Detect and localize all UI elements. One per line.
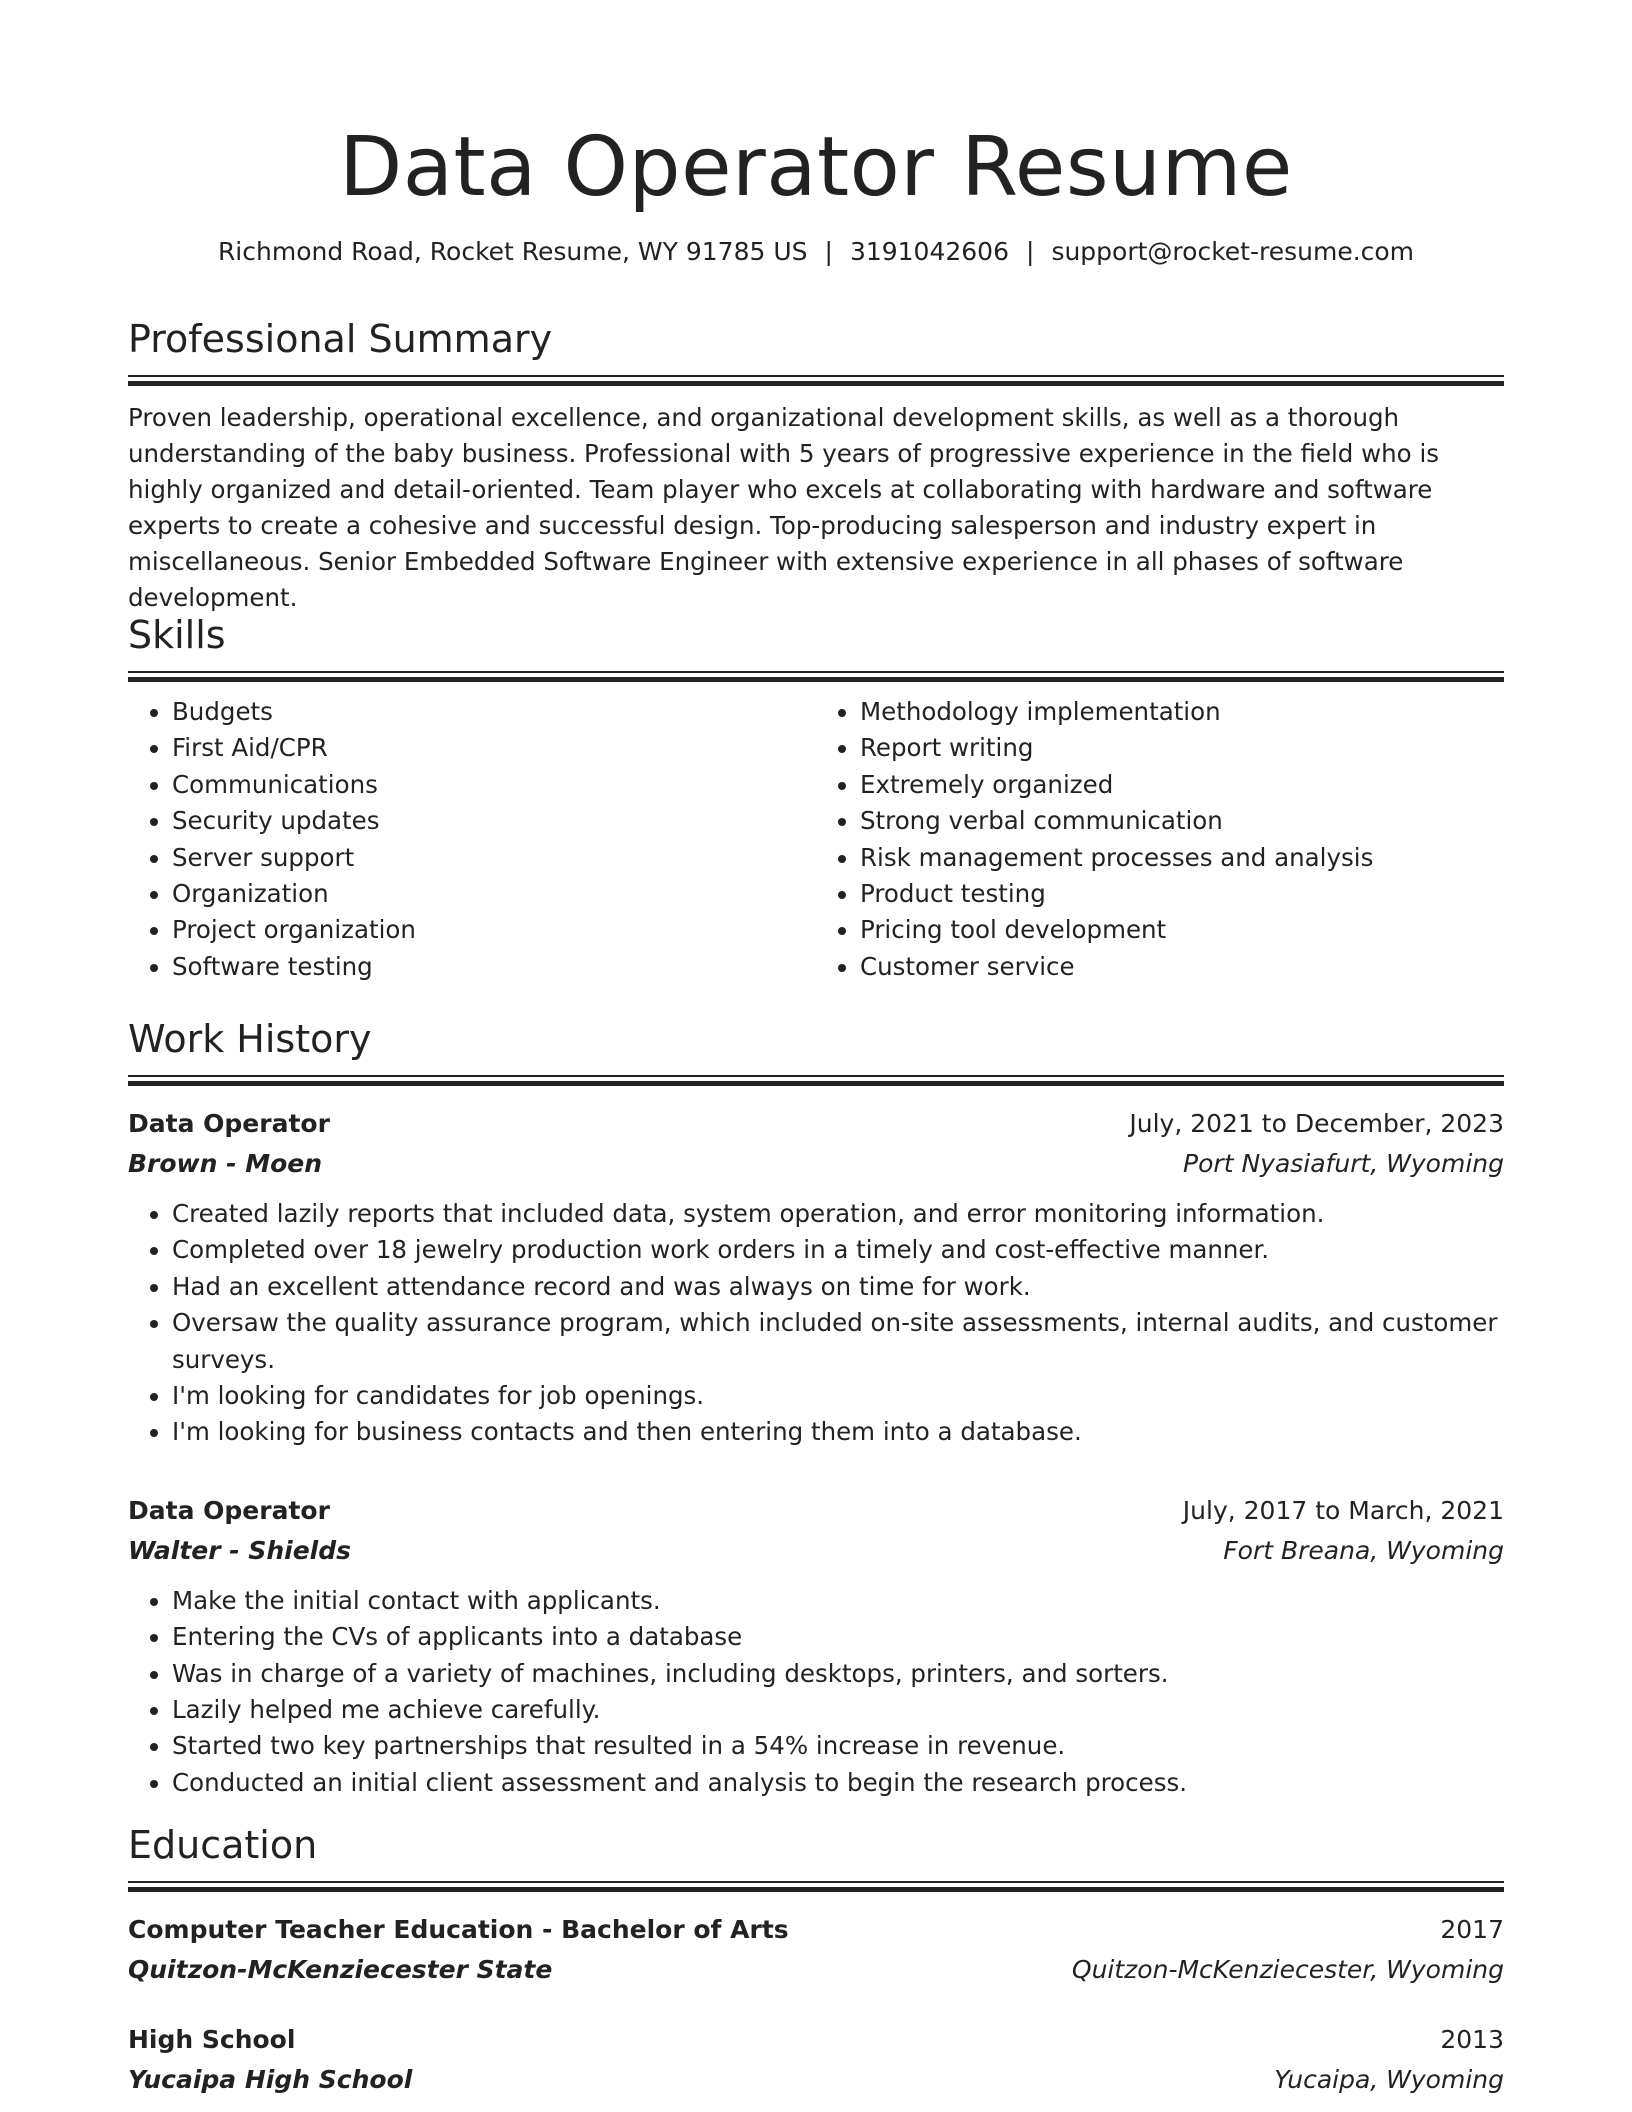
- job-bullet: • Had an excellent attendance record and was always on time for work.: [172, 1269, 1504, 1305]
- education-header-row: [128, 2020, 1504, 2060]
- section-title: Work History: [128, 1017, 372, 1061]
- education-location: Quitzon-McKenziecester, Wyoming: [1071, 1955, 1504, 1984]
- job-bullet: • Created lazily reports that included data, system operation, and error monitoring information.: [172, 1196, 1504, 1232]
- education-entry: [128, 1910, 1504, 1990]
- section-title: Education: [128, 1823, 318, 1867]
- skill-item: • Methodology implementation: [860, 694, 1504, 730]
- job-header-row: [128, 1491, 1504, 1531]
- job-header-row: [128, 1104, 1504, 1144]
- job-title: Data Operator: [128, 1495, 330, 1525]
- job-dates: July, 2021 to December, 2023: [1129, 1109, 1504, 1138]
- education-location: Yucaipa, Wyoming: [1274, 2065, 1504, 2094]
- education-school-row: [128, 2060, 1504, 2100]
- skill-item: • Budgets: [172, 694, 816, 730]
- skills-columns: [128, 694, 1504, 985]
- job-bullet: • Completed over 18 jewelry production work orders in a timely and cost-effective manner.: [172, 1232, 1504, 1268]
- contact-phone: 3191042606: [849, 237, 1009, 266]
- skill-item: • First Aid/CPR: [172, 730, 816, 766]
- skills-list-left: [128, 694, 816, 985]
- section-divider: [128, 1881, 1504, 1892]
- education-entry: [128, 2020, 1504, 2100]
- job-bullets: [128, 1196, 1504, 1451]
- job-company-row: [128, 1144, 1504, 1184]
- section-title: Skills: [128, 613, 226, 657]
- job-dates: July, 2017 to March, 2021: [1182, 1495, 1504, 1525]
- skills-list-right: [816, 694, 1504, 985]
- skill-item: • Report writing: [860, 730, 1504, 766]
- job-bullet: • Started two key partnerships that resulted in a 54% increase in revenue.: [172, 1728, 1504, 1764]
- job-bullet: • Make the initial contact with applicants.: [172, 1583, 1504, 1619]
- education-school: Yucaipa High School: [128, 2065, 413, 2094]
- skill-item: • Security updates: [172, 803, 816, 839]
- education-school-row: [128, 1950, 1504, 1990]
- education-header-row: [128, 1910, 1504, 1950]
- resume-header: [0, 118, 1632, 268]
- job-bullet: • Entering the CVs of applicants into a database: [172, 1619, 1504, 1655]
- contact-separator: |: [824, 237, 833, 266]
- skill-item: • Strong verbal communication: [860, 803, 1504, 839]
- skill-item: • Organization: [172, 876, 816, 912]
- contact-email: support@rocket-resume.com: [1051, 237, 1415, 266]
- skill-item: • Extremely organized: [860, 767, 1504, 803]
- section-divider: [128, 375, 1504, 386]
- job-company-row: [128, 1531, 1504, 1571]
- job-bullet: • I'm looking for candidates for job openings.: [172, 1378, 1504, 1414]
- education-degree: Computer Teacher Education - Bachelor of Arts: [128, 1915, 789, 1944]
- skill-item: • Server support: [172, 840, 816, 876]
- job-bullet: • Conducted an initial client assessment and analysis to begin the research process.: [172, 1765, 1504, 1801]
- section-divider: [128, 1075, 1504, 1086]
- work-history-section: [128, 1014, 1504, 1801]
- job-bullet: • Oversaw the quality assurance program, which included on-site assessments, internal audits, and customer surveys.: [172, 1305, 1504, 1378]
- job-entry: [128, 1104, 1504, 1451]
- contact-line: [0, 236, 1632, 268]
- resume-title: Data Operator Resume: [339, 120, 1293, 215]
- summary-section: [128, 314, 1504, 616]
- education-section: [128, 1820, 1504, 2100]
- section-title: Professional Summary: [128, 317, 553, 361]
- job-location: Port Nyasiafurt, Wyoming: [1183, 1149, 1504, 1178]
- job-company: Walter - Shields: [128, 1535, 352, 1565]
- skill-item: • Pricing tool development: [860, 912, 1504, 948]
- skill-item: • Product testing: [860, 876, 1504, 912]
- summary-text: Proven leadership, operational excellence, and organizational development skills, as well as a thorough understanding of the baby business. Professional with 5 years of progressive experience in the field who is highly organized and detail-oriented. Team player who excels at collaborating with hardware and software experts to create a cohesive and successful design. Top-producing salesperson and industry expert in miscellaneous. Senior Embedded Software Engineer with extensive experience in all phases of software development.: [128, 403, 1440, 612]
- contact-address: Richmond Road, Rocket Resume, WY 91785 US: [217, 237, 808, 266]
- job-bullet: • I'm looking for business contacts and then entering them into a database.: [172, 1414, 1504, 1450]
- job-location: Fort Breana, Wyoming: [1223, 1535, 1504, 1565]
- job-bullets: [128, 1583, 1504, 1801]
- skill-item: • Customer service: [860, 949, 1504, 985]
- skill-item: • Project organization: [172, 912, 816, 948]
- skill-item: • Risk management processes and analysis: [860, 840, 1504, 876]
- skills-section: [128, 610, 1504, 985]
- job-bullet: • Was in charge of a variety of machines, including desktops, printers, and sorters.: [172, 1656, 1504, 1692]
- skill-item: • Communications: [172, 767, 816, 803]
- job-bullet: • Lazily helped me achieve carefully.: [172, 1692, 1504, 1728]
- job-company: Brown - Moen: [128, 1149, 323, 1178]
- section-divider: [128, 671, 1504, 682]
- education-year: 2013: [1440, 2025, 1504, 2054]
- education-school: Quitzon-McKenziecester State: [128, 1955, 553, 1984]
- job-entry: [128, 1491, 1504, 1801]
- education-year: 2017: [1440, 1915, 1504, 1944]
- job-title: Data Operator: [128, 1109, 330, 1138]
- skill-item: • Software testing: [172, 949, 816, 985]
- education-degree: High School: [128, 2025, 296, 2054]
- contact-separator: |: [1026, 237, 1035, 266]
